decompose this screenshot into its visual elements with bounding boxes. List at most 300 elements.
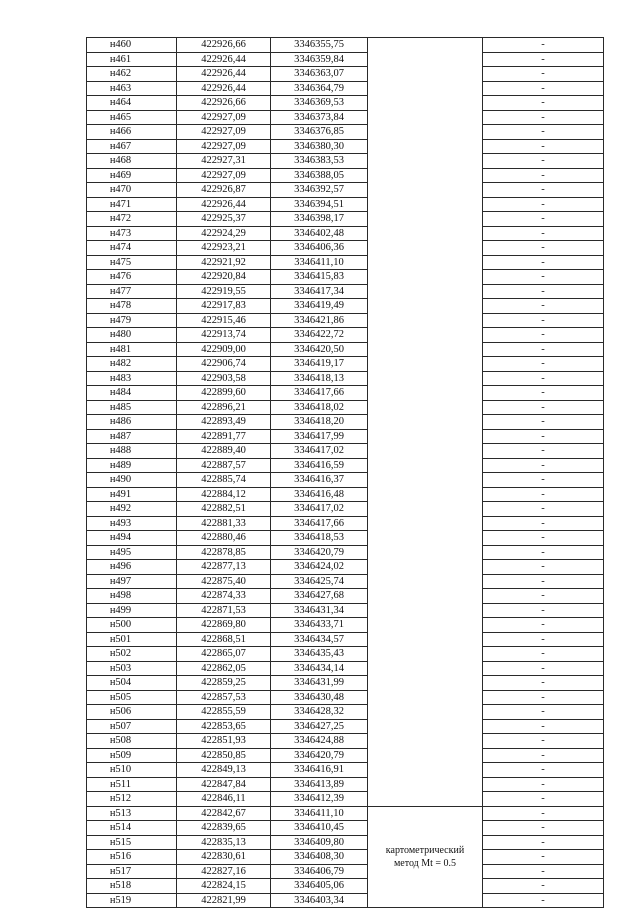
table-row [87, 52, 604, 67]
coordinate-x: 422875,40 [177, 574, 271, 589]
method-cell-empty [368, 502, 483, 517]
coordinate-y: 3346398,17 [271, 212, 368, 227]
point-number: н481 [87, 342, 177, 357]
dash-cell: - [483, 632, 604, 647]
coordinate-x: 422859,25 [177, 676, 271, 691]
dash-cell: - [483, 893, 604, 908]
point-number: н495 [87, 545, 177, 560]
dash-cell: - [483, 67, 604, 82]
table-row [87, 81, 604, 96]
dash-cell: - [483, 386, 604, 401]
table-row [87, 342, 604, 357]
coordinate-x: 422927,31 [177, 154, 271, 169]
coordinate-y: 3346427,25 [271, 719, 368, 734]
coordinate-x: 422878,85 [177, 545, 271, 560]
method-note-line2: метод Mt = 0.5 [393, 857, 457, 869]
point-number: н461 [87, 52, 177, 67]
point-number: н508 [87, 734, 177, 749]
method-cell-empty [368, 647, 483, 662]
dash-cell: - [483, 299, 604, 314]
dash-cell: - [483, 705, 604, 720]
point-number: н462 [87, 67, 177, 82]
coordinate-x: 422853,65 [177, 719, 271, 734]
coordinate-x: 422926,44 [177, 81, 271, 96]
coordinate-y: 3346376,85 [271, 125, 368, 140]
table-row [87, 96, 604, 111]
method-cell-empty [368, 125, 483, 140]
point-number: н491 [87, 487, 177, 502]
coordinate-x: 422920,84 [177, 270, 271, 285]
point-number: н501 [87, 632, 177, 647]
table-row [87, 400, 604, 415]
coordinate-x: 422830,61 [177, 850, 271, 865]
method-cell-empty [368, 618, 483, 633]
table-row [87, 386, 604, 401]
method-cell-empty [368, 81, 483, 96]
coordinate-y: 3346411,10 [271, 806, 368, 821]
coordinate-x: 422839,65 [177, 821, 271, 836]
coordinate-y: 3346413,89 [271, 777, 368, 792]
method-cell-empty [368, 183, 483, 198]
dash-cell: - [483, 313, 604, 328]
dash-cell: - [483, 879, 604, 894]
point-number: н485 [87, 400, 177, 415]
point-number: н511 [87, 777, 177, 792]
coordinate-y: 3346416,37 [271, 473, 368, 488]
dash-cell: - [483, 777, 604, 792]
point-number: н492 [87, 502, 177, 517]
table-row [87, 893, 604, 908]
point-number: н464 [87, 96, 177, 111]
method-cell-empty [368, 67, 483, 82]
table-row [87, 705, 604, 720]
coordinate-x: 422887,57 [177, 458, 271, 473]
coordinate-y: 3346394,51 [271, 197, 368, 212]
point-number: н498 [87, 589, 177, 604]
coordinate-x: 422923,21 [177, 241, 271, 256]
method-note-line1: картометрический [385, 844, 465, 856]
point-number: н466 [87, 125, 177, 140]
coordinate-y: 3346388,05 [271, 168, 368, 183]
coordinate-y: 3346416,48 [271, 487, 368, 502]
method-cell-empty [368, 516, 483, 531]
point-number: н493 [87, 516, 177, 531]
coordinate-x: 422869,80 [177, 618, 271, 633]
method-cell-empty [368, 734, 483, 749]
method-cell-empty [368, 792, 483, 807]
coordinate-x: 422881,33 [177, 516, 271, 531]
point-number: н474 [87, 241, 177, 256]
coordinate-x: 422926,44 [177, 52, 271, 67]
point-number: н502 [87, 647, 177, 662]
dash-cell: - [483, 864, 604, 879]
coordinate-y: 3346420,79 [271, 748, 368, 763]
table-row [87, 676, 604, 691]
method-cell-empty [368, 415, 483, 430]
table-row [87, 690, 604, 705]
dash-cell: - [483, 357, 604, 372]
method-cell-empty [368, 357, 483, 372]
point-number: н471 [87, 197, 177, 212]
coordinate-y: 3346424,88 [271, 734, 368, 749]
coordinate-x: 422927,09 [177, 110, 271, 125]
coordinate-y: 3346417,99 [271, 429, 368, 444]
coordinate-y: 3346431,34 [271, 603, 368, 618]
dash-cell: - [483, 458, 604, 473]
coordinate-x: 422893,49 [177, 415, 271, 430]
method-cell-empty [368, 719, 483, 734]
coordinate-x: 422846,11 [177, 792, 271, 807]
method-cell-empty [368, 763, 483, 778]
point-number: н504 [87, 676, 177, 691]
coordinate-x: 422891,77 [177, 429, 271, 444]
dash-cell: - [483, 748, 604, 763]
dash-cell: - [483, 473, 604, 488]
coordinate-y: 3346421,86 [271, 313, 368, 328]
point-number: н476 [87, 270, 177, 285]
dash-cell: - [483, 560, 604, 575]
table-row [87, 139, 604, 154]
coordinate-x: 422824,15 [177, 879, 271, 894]
table-row [87, 473, 604, 488]
coordinate-y: 3346419,17 [271, 357, 368, 372]
coordinate-y: 3346417,66 [271, 516, 368, 531]
coordinate-x: 422862,05 [177, 661, 271, 676]
dash-cell: - [483, 139, 604, 154]
method-cell-empty [368, 110, 483, 125]
method-cell-empty [368, 560, 483, 575]
point-number: н487 [87, 429, 177, 444]
coordinate-x: 422896,21 [177, 400, 271, 415]
coordinate-x: 422927,09 [177, 168, 271, 183]
coordinate-x: 422855,59 [177, 705, 271, 720]
table-row [87, 618, 604, 633]
coordinate-x: 422927,09 [177, 125, 271, 140]
method-cell-empty [368, 386, 483, 401]
point-number: н513 [87, 806, 177, 821]
table-row [87, 110, 604, 125]
dash-cell: - [483, 734, 604, 749]
method-cell-empty [368, 154, 483, 169]
point-number: н468 [87, 154, 177, 169]
table-row [87, 270, 604, 285]
point-number: н477 [87, 284, 177, 299]
coordinate-y: 3346420,79 [271, 545, 368, 560]
dash-cell: - [483, 52, 604, 67]
method-cell-empty [368, 487, 483, 502]
coordinate-y: 3346434,14 [271, 661, 368, 676]
dash-cell: - [483, 270, 604, 285]
dash-cell: - [483, 284, 604, 299]
point-number: н519 [87, 893, 177, 908]
method-cell-empty [368, 284, 483, 299]
coordinate-x: 422871,53 [177, 603, 271, 618]
table-row [87, 850, 604, 865]
table-row [87, 197, 604, 212]
method-cell-empty [368, 96, 483, 111]
table-row [87, 734, 604, 749]
coordinate-y: 3346431,99 [271, 676, 368, 691]
dash-cell: - [483, 603, 604, 618]
method-cell-empty [368, 139, 483, 154]
method-cell-empty [368, 661, 483, 676]
coordinate-y: 3346419,49 [271, 299, 368, 314]
table-row [87, 574, 604, 589]
method-cell-empty [368, 38, 483, 53]
method-cell-empty [368, 458, 483, 473]
dash-cell: - [483, 81, 604, 96]
coordinate-y: 3346369,53 [271, 96, 368, 111]
method-cell-empty [368, 313, 483, 328]
coordinate-y: 3346406,79 [271, 864, 368, 879]
method-cell-empty [368, 531, 483, 546]
table-row [87, 560, 604, 575]
table-row [87, 415, 604, 430]
method-cell-empty [368, 52, 483, 67]
dash-cell: - [483, 676, 604, 691]
point-number: н496 [87, 560, 177, 575]
point-number: н507 [87, 719, 177, 734]
dash-cell: - [483, 197, 604, 212]
point-number: н465 [87, 110, 177, 125]
coordinate-x: 422909,00 [177, 342, 271, 357]
coordinate-x: 422913,74 [177, 328, 271, 343]
point-number: н494 [87, 531, 177, 546]
method-note [368, 806, 483, 908]
dash-cell: - [483, 125, 604, 140]
coordinate-x: 422827,16 [177, 864, 271, 879]
method-cell-empty [368, 589, 483, 604]
dash-cell: - [483, 719, 604, 734]
coordinate-y: 3346373,84 [271, 110, 368, 125]
point-number: н463 [87, 81, 177, 96]
method-cell-empty [368, 342, 483, 357]
point-number: н500 [87, 618, 177, 633]
coordinate-y: 3346428,32 [271, 705, 368, 720]
point-number: н467 [87, 139, 177, 154]
table-row [87, 183, 604, 198]
coordinate-y: 3346392,57 [271, 183, 368, 198]
coordinate-y: 3346410,45 [271, 821, 368, 836]
coordinate-x: 422885,74 [177, 473, 271, 488]
coordinate-y: 3346380,30 [271, 139, 368, 154]
point-number: н480 [87, 328, 177, 343]
coordinate-x: 422889,40 [177, 444, 271, 459]
dash-cell: - [483, 589, 604, 604]
point-number: н475 [87, 255, 177, 270]
method-cell-empty [368, 777, 483, 792]
method-cell-empty [368, 328, 483, 343]
point-number: н517 [87, 864, 177, 879]
method-cell-empty [368, 270, 483, 285]
coordinate-x: 422924,29 [177, 226, 271, 241]
dash-cell: - [483, 574, 604, 589]
coordinate-x: 422926,44 [177, 197, 271, 212]
point-number: н490 [87, 473, 177, 488]
point-number: н482 [87, 357, 177, 372]
table-row [87, 864, 604, 879]
method-cell-empty [368, 255, 483, 270]
coordinate-y: 3346422,72 [271, 328, 368, 343]
point-number: н512 [87, 792, 177, 807]
coordinate-y: 3346406,36 [271, 241, 368, 256]
coordinate-x: 422874,33 [177, 589, 271, 604]
dash-cell: - [483, 618, 604, 633]
coordinate-x: 422842,67 [177, 806, 271, 821]
point-number: н469 [87, 168, 177, 183]
dash-cell: - [483, 371, 604, 386]
dash-cell: - [483, 255, 604, 270]
coordinates-table-body [87, 38, 604, 908]
point-number: н505 [87, 690, 177, 705]
table-row [87, 632, 604, 647]
point-number: н518 [87, 879, 177, 894]
point-number: н488 [87, 444, 177, 459]
coordinate-y: 3346420,50 [271, 342, 368, 357]
table-row [87, 328, 604, 343]
coordinate-x: 422926,66 [177, 38, 271, 53]
coordinate-y: 3346430,48 [271, 690, 368, 705]
dash-cell: - [483, 690, 604, 705]
table-row [87, 835, 604, 850]
point-number: н486 [87, 415, 177, 430]
dash-cell: - [483, 110, 604, 125]
coordinate-y: 3346408,30 [271, 850, 368, 865]
method-cell-empty [368, 241, 483, 256]
dash-cell: - [483, 241, 604, 256]
coordinate-x: 422917,83 [177, 299, 271, 314]
table-row [87, 313, 604, 328]
table-row [87, 67, 604, 82]
coordinate-y: 3346402,48 [271, 226, 368, 241]
table-row [87, 38, 604, 53]
point-number: н460 [87, 38, 177, 53]
dash-cell: - [483, 96, 604, 111]
table-row [87, 545, 604, 560]
method-cell-empty [368, 429, 483, 444]
table-row [87, 241, 604, 256]
coordinate-y: 3346405,06 [271, 879, 368, 894]
coordinate-y: 3346424,02 [271, 560, 368, 575]
dash-cell: - [483, 792, 604, 807]
point-number: н503 [87, 661, 177, 676]
coordinate-y: 3346412,39 [271, 792, 368, 807]
method-cell-empty [368, 603, 483, 618]
coordinate-x: 422927,09 [177, 139, 271, 154]
coordinate-y: 3346435,43 [271, 647, 368, 662]
table-row [87, 763, 604, 778]
table-row [87, 502, 604, 517]
coordinate-y: 3346434,57 [271, 632, 368, 647]
method-cell-empty [368, 690, 483, 705]
coordinate-x: 422865,07 [177, 647, 271, 662]
method-cell-empty [368, 705, 483, 720]
method-cell-empty [368, 226, 483, 241]
method-cell-empty [368, 212, 483, 227]
coordinate-x: 422919,55 [177, 284, 271, 299]
table-row [87, 792, 604, 807]
coordinate-y: 3346363,07 [271, 67, 368, 82]
dash-cell: - [483, 647, 604, 662]
coordinate-x: 422925,37 [177, 212, 271, 227]
coordinate-y: 3346403,34 [271, 893, 368, 908]
table-row [87, 589, 604, 604]
table-row [87, 226, 604, 241]
coordinate-x: 422915,46 [177, 313, 271, 328]
table-row [87, 603, 604, 618]
method-cell-empty [368, 299, 483, 314]
method-cell-empty [368, 632, 483, 647]
point-number: н509 [87, 748, 177, 763]
dash-cell: - [483, 661, 604, 676]
point-number: н516 [87, 850, 177, 865]
coordinate-y: 3346425,74 [271, 574, 368, 589]
table-row [87, 429, 604, 444]
point-number: н515 [87, 835, 177, 850]
coordinate-x: 422821,99 [177, 893, 271, 908]
point-number: н510 [87, 763, 177, 778]
dash-cell: - [483, 487, 604, 502]
coordinate-y: 3346418,02 [271, 400, 368, 415]
coordinate-y: 3346433,71 [271, 618, 368, 633]
table-row [87, 458, 604, 473]
coordinate-y: 3346355,75 [271, 38, 368, 53]
coordinate-y: 3346409,80 [271, 835, 368, 850]
method-cell-empty [368, 676, 483, 691]
method-cell-empty [368, 168, 483, 183]
coordinate-x: 422850,85 [177, 748, 271, 763]
point-number: н470 [87, 183, 177, 198]
dash-cell: - [483, 806, 604, 821]
dash-cell: - [483, 38, 604, 53]
dash-cell: - [483, 342, 604, 357]
coordinate-x: 422847,84 [177, 777, 271, 792]
coordinate-x: 422906,74 [177, 357, 271, 372]
table-row [87, 879, 604, 894]
table-row [87, 777, 604, 792]
coordinate-y: 3346383,53 [271, 154, 368, 169]
coordinate-y: 3346416,59 [271, 458, 368, 473]
dash-cell: - [483, 850, 604, 865]
dash-cell: - [483, 429, 604, 444]
method-cell-empty [368, 197, 483, 212]
coordinate-x: 422926,44 [177, 67, 271, 82]
dash-cell: - [483, 415, 604, 430]
coordinates-table [86, 37, 604, 908]
table-row [87, 255, 604, 270]
coordinate-y: 3346415,83 [271, 270, 368, 285]
point-number: н483 [87, 371, 177, 386]
table-row [87, 125, 604, 140]
coordinate-x: 422921,92 [177, 255, 271, 270]
coordinate-y: 3346418,53 [271, 531, 368, 546]
coordinate-x: 422851,93 [177, 734, 271, 749]
table-row [87, 154, 604, 169]
dash-cell: - [483, 212, 604, 227]
table-row [87, 371, 604, 386]
point-number: н473 [87, 226, 177, 241]
coordinate-x: 422926,87 [177, 183, 271, 198]
method-cell-empty [368, 545, 483, 560]
coordinate-y: 3346427,68 [271, 589, 368, 604]
coordinate-x: 422884,12 [177, 487, 271, 502]
table-row [87, 806, 604, 821]
table-row [87, 719, 604, 734]
method-cell-empty [368, 748, 483, 763]
dash-cell: - [483, 835, 604, 850]
dash-cell: - [483, 226, 604, 241]
dash-cell: - [483, 821, 604, 836]
